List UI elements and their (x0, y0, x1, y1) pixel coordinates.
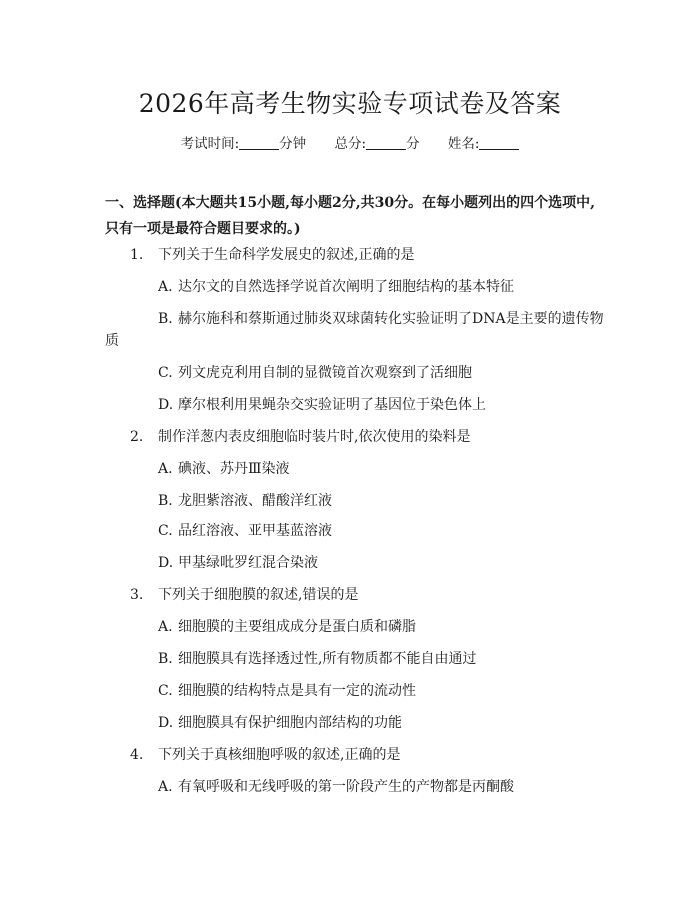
option-letter: D. (158, 555, 174, 571)
option-text: 细胞膜具有选择透过性,所有物质都不能自由通过 (178, 651, 477, 667)
option-letter: A. (158, 619, 173, 635)
question-stem: 下列关于真核细胞呼吸的叙述,正确的是 (158, 747, 401, 763)
option-letter: B. (158, 651, 173, 667)
section-heading: 一、选择题(本大题共15小题,每小题2分,共30分。在每小题列出的四个选项中,只有一项是最符合题目要求的。) (105, 195, 595, 237)
question-3 (130, 584, 358, 604)
total-score (334, 132, 419, 152)
q2-option-c (158, 520, 332, 540)
option-text: 赫尔施科和蔡斯通过肺炎双球菌转化实验证明了DNA是主要的遗传物 (178, 311, 604, 327)
question-number: 2. (130, 429, 144, 445)
option-letter: A. (158, 279, 173, 295)
option-text: 细胞膜的主要组成成分是蛋白质和磷脂 (178, 619, 416, 635)
option-letter: C. (158, 523, 173, 539)
question-stem: 下列关于细胞膜的叙述,错误的是 (158, 587, 359, 603)
q2-option-b (158, 490, 332, 510)
option-letter: C. (158, 365, 173, 381)
q3-option-a (158, 616, 416, 636)
total-score-blank (366, 149, 406, 150)
page-title: 2026年高考生物实验专项试卷及答案 (138, 89, 562, 118)
option-letter: A. (158, 779, 173, 795)
total-score-unit: 分 (406, 136, 420, 152)
option-text: 达尔文的自然选择学说首次阐明了细胞结构的基本特征 (178, 279, 514, 295)
question-number: 4. (130, 747, 144, 763)
q2-option-d (158, 552, 318, 572)
question-1 (130, 244, 414, 264)
q3-option-c (158, 680, 416, 700)
option-text: 龙胆紫溶液、醋酸洋红液 (178, 493, 332, 509)
exam-time-blank (239, 149, 279, 150)
exam-time-label: 考试时间: (180, 136, 240, 152)
option-text: 碘液、苏丹Ⅲ染液 (178, 461, 290, 477)
question-number: 1. (130, 247, 144, 263)
option-text: 甲基绿吡罗红混合染液 (178, 555, 318, 571)
question-4 (130, 744, 400, 764)
question-number: 3. (130, 587, 144, 603)
student-name (448, 132, 520, 152)
option-text: 摩尔根利用果蝇杂交实验证明了基因位于染色体上 (178, 397, 486, 413)
option-letter: D. (158, 397, 174, 413)
option-letter: C. (158, 683, 173, 699)
student-name-blank (479, 149, 519, 150)
q1-option-b-wrap: 质 (105, 333, 119, 349)
q1-option-c (158, 362, 472, 382)
exam-time (181, 132, 307, 152)
question-2 (130, 426, 470, 446)
option-text: 有氧呼吸和无线呼吸的第一阶段产生的产物都是丙酮酸 (178, 779, 514, 795)
exam-time-unit: 分钟 (279, 136, 307, 152)
question-stem: 制作洋葱内表皮细胞临时装片时,依次使用的染料是 (158, 429, 471, 445)
option-letter: B. (158, 311, 173, 327)
q1-option-d (158, 394, 486, 414)
q1-option-b (158, 308, 604, 328)
q3-option-b (158, 648, 476, 668)
option-text: 品红溶液、亚甲基蓝溶液 (178, 523, 332, 539)
option-text: 细胞膜具有保护细胞内部结构的功能 (178, 715, 402, 731)
option-letter: A. (158, 461, 173, 477)
exam-info (0, 132, 700, 152)
option-letter: D. (158, 715, 174, 731)
option-letter: B. (158, 493, 173, 509)
total-score-label: 总分: (334, 136, 367, 152)
q2-option-a (158, 458, 290, 478)
q3-option-d (158, 712, 402, 732)
question-stem: 下列关于生命科学发展史的叙述,正确的是 (158, 247, 415, 263)
q4-option-a (158, 776, 514, 796)
q1-option-a (158, 276, 514, 296)
option-text: 细胞膜的结构特点是具有一定的流动性 (178, 683, 416, 699)
option-text: 列文虎克利用自制的显微镜首次观察到了活细胞 (178, 365, 472, 381)
student-name-label: 姓名: (447, 136, 480, 152)
